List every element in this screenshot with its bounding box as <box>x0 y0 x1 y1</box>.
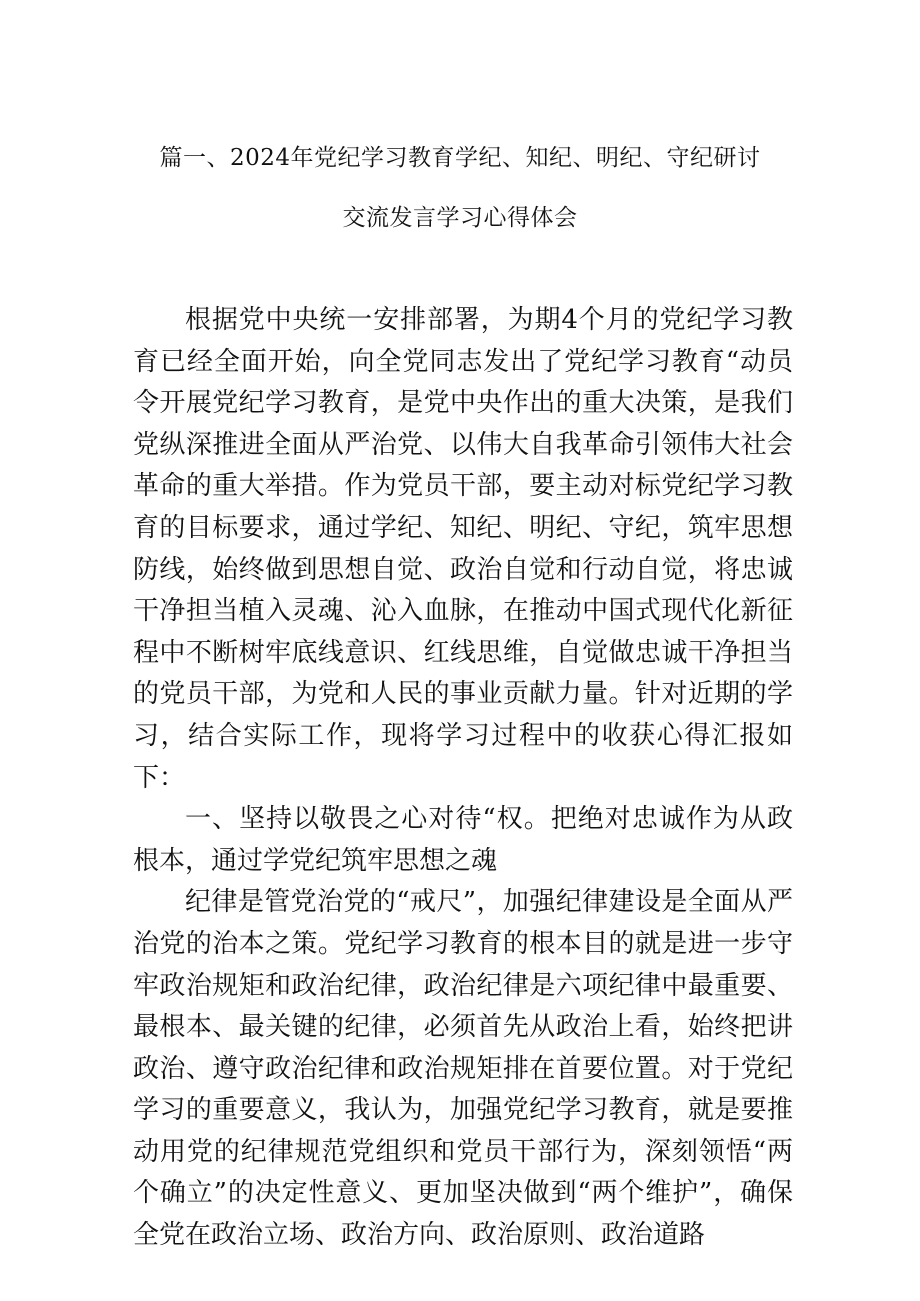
document-title-line-2: 交流发言学习心得体会 <box>342 205 578 231</box>
document-body <box>133 300 793 1257</box>
document-title-line-1: 篇一、2024年党纪学习教育学纪、知纪、明纪、守纪研讨 <box>159 145 761 171</box>
section-heading-1: 一、坚持以敬畏之心对待“权。把绝对忠诚作为从政根本，通过学党纪筑牢思想之魂 <box>133 804 793 876</box>
body-paragraph-discipline: 纪律是管党治党的“戒尺”，加强纪律建设是全面从严治党的治本之策。党纪学习教育的根本目的就是进一步守牢政治规矩和政治纪律，政治纪律是六项纪律中最重要、最根本、最关键的纪律，必须首先从政治上看，始终把讲政治、遵守政治纪律和政治规矩排在首要位置。对于党纪学习的重要意义，我认为，加强党纪学习教育，就是要推动用党的纪律规范党组织和党员干部行为，深刻领悟“两个确立”的决定性意义、更加坚决做到“两个维护”，确保全党在政治立场、政治方向、政治原则、政治道路 <box>133 887 793 1251</box>
body-paragraph-intro: 根据党中央统一安排部署，为期4个月的党纪学习教育已经全面开始，向全党同志发出了党纪学习教育“动员令开展党纪学习教育，是党中央作出的重大决策，是我们党纵深推进全面从严治党、以伟大自我革命引领伟大社会革命的重大举措。作为党员干部，要主动对标党纪学习教育的目标要求，通过学纪、知纪、明纪、守纪，筑牢思想防线，始终做到思想自觉、政治自觉和行动自觉，将忠诚干净担当植入灵魂、沁入血脉，在推动中国式现代化新征程中不断树牢底线意识、红线思维，自觉做忠诚干净担当的党员干部，为党和人民的事业贡献力量。针对近期的学习，结合实际工作，现将学习过程中的收获心得汇报如下： <box>133 305 793 793</box>
